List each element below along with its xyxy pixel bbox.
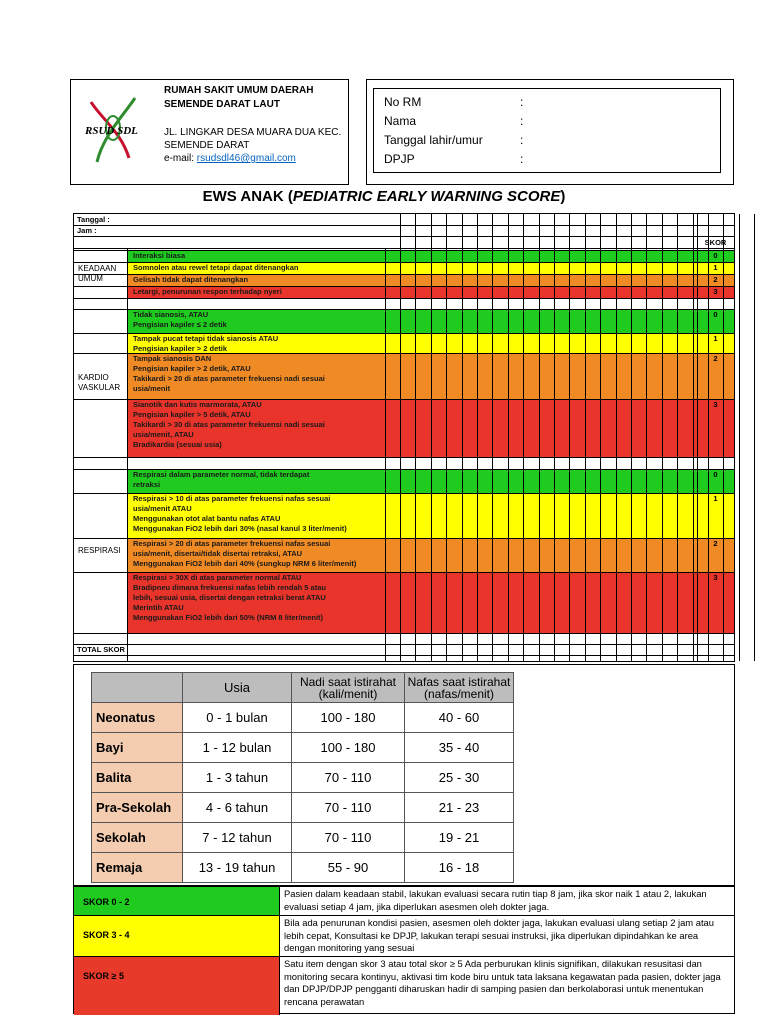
patient-identity-fields: [373, 88, 721, 173]
score-value: 1: [713, 263, 718, 272]
criteria-line: Pengisian kapiler > 5 detik, ATAU: [133, 410, 251, 419]
score-value: 2: [713, 539, 718, 548]
observation-column[interactable]: [569, 214, 570, 661]
observation-column[interactable]: [646, 214, 647, 661]
age-group: Remaja: [92, 853, 183, 883]
age-group: Pra-Sekolah: [92, 793, 183, 823]
observation-column[interactable]: [539, 214, 540, 661]
resp-range: 25 - 30: [405, 763, 514, 793]
score-value: 0: [713, 470, 718, 479]
criteria-line: usia/menit: [133, 384, 171, 393]
hospital-name: [164, 84, 344, 112]
criteria-text: Interaksi biasa: [133, 251, 186, 260]
observation-column[interactable]: [400, 214, 401, 661]
address-line1: JL. LINGKAR DESA MUARA DUA KEC.: [164, 127, 342, 138]
row-divider: [74, 399, 734, 400]
criteria-line: Pengisian kapiler > 2 detik: [133, 344, 227, 353]
criteria-line: usia/menit ATAU: [133, 504, 192, 513]
row-divider: [74, 298, 734, 299]
observation-column[interactable]: [754, 214, 755, 661]
resp-range: 35 - 40: [405, 733, 514, 763]
row-divider: [74, 333, 734, 334]
age-range: 4 - 6 tahun: [183, 793, 292, 823]
reference-header-cell: [92, 673, 183, 703]
criteria-line: Menggunakan otot alat bantu nafas ATAU: [133, 514, 281, 523]
column-divider: [385, 248, 386, 661]
criteria-line: usia/menit, ATAU: [133, 430, 194, 439]
vital-reference-section: [73, 664, 735, 886]
age-group: Neonatus: [92, 703, 183, 733]
observation-column[interactable]: [585, 214, 586, 661]
criteria-line: Pengisian kapiler > 2 detik, ATAU: [133, 364, 251, 373]
score-value: 1: [713, 494, 718, 503]
section-label: RESPIRASI: [78, 546, 121, 555]
age-range: 13 - 19 tahun: [183, 853, 292, 883]
age-range: 1 - 3 tahun: [183, 763, 292, 793]
reference-header-row: [92, 673, 514, 703]
patient-field-input[interactable]: :: [520, 114, 524, 128]
section-label: KEADAAN UMUM: [78, 264, 117, 283]
patient-field-input[interactable]: :: [520, 152, 524, 166]
row-divider: [74, 572, 734, 573]
criteria-line: Takikardi > 30 di atas parameter frekuensi nadi sesuai: [133, 420, 325, 429]
jam-label: Jam :: [77, 226, 97, 235]
total-score-label: TOTAL SKOR: [77, 645, 125, 654]
observation-column[interactable]: [723, 214, 724, 661]
observation-column[interactable]: [554, 214, 555, 661]
criteria-line: Respirasi dalam parameter normal, tidak terdapat: [133, 470, 310, 479]
pulse-range: 100 - 180: [292, 703, 405, 733]
patient-field-label: DPJP: [384, 152, 415, 166]
observation-column[interactable]: [631, 214, 632, 661]
reference-row: [92, 763, 514, 793]
hospital-name-line1: RUMAH SAKIT UMUM DAERAH: [164, 85, 314, 96]
resp-range: 19 - 21: [405, 823, 514, 853]
patient-field-label: Nama: [384, 114, 417, 128]
criteria-line: lebih, sesuai usia, disertai dengan retraksi berat ATAU: [133, 593, 326, 602]
reference-header-cell: Nafas saat istirahat (nafas/menit): [405, 673, 514, 703]
criteria-text: [133, 400, 383, 450]
observation-column[interactable]: [677, 214, 678, 661]
observation-column[interactable]: [431, 214, 432, 661]
criteria-text: [133, 573, 383, 623]
criteria-text: [133, 334, 383, 354]
legend-score-range: SKOR ≥ 5: [74, 957, 280, 1015]
title-suffix: ): [560, 188, 566, 205]
legend-description: Pasien dalam keadaan stabil, lakukan evaluasi secara rutin tiap 8 jam, jika skor naik 1 atau 2, lakukan evaluasi setiap 4 jam, jika diperlukan asesmen oleh dokter jaga.: [284, 888, 707, 912]
logo-text: RSUD SDL: [85, 125, 138, 137]
title-italic: PEDIATRIC EARLY WARNING SCORE: [292, 188, 561, 205]
observation-column[interactable]: [446, 214, 447, 661]
hospital-address: [164, 126, 346, 165]
row-divider: [74, 457, 734, 458]
pulse-range: 100 - 180: [292, 733, 405, 763]
row-divider: [74, 469, 734, 470]
hospital-header: [70, 79, 349, 185]
criteria-line: Menggunakan FiO2 lebih dari 50% (NRM 8 liter/menit): [133, 613, 324, 622]
score-value: 3: [713, 573, 718, 582]
criteria-text: [133, 539, 383, 569]
observation-column[interactable]: [739, 214, 740, 661]
observation-column[interactable]: [708, 214, 709, 661]
observation-column[interactable]: [508, 214, 509, 661]
criteria-line: Bradipneu dimana frekuensi nafas lebih rendah 5 atau: [133, 583, 326, 592]
row-divider: [74, 274, 734, 275]
criteria-line: retraksi: [133, 480, 161, 489]
observation-column[interactable]: [477, 214, 478, 661]
legend-description: Satu item dengan skor 3 atau total skor ≥ 5 Ada perburukan klinis signifikan, dilakukan resusitasi dan monitoring secara kontinyu, aktivasi tim kode biru untuk tata laksana kegawatan pada pasien, dokter jaga dan DPJP/DPJP pengganti diharuskan hadir di samping pasien dan berkolaborasi untuk menentukan rencana perawatan: [284, 958, 721, 1007]
hospital-name-line2: SEMENDE DARAT LAUT: [164, 99, 280, 110]
reference-header-cell: Nadi saat istirahat (kali/menit): [292, 673, 405, 703]
pulse-range: 70 - 110: [292, 793, 405, 823]
pulse-range: 70 - 110: [292, 763, 405, 793]
row-divider: [74, 538, 734, 539]
criteria-text: [133, 310, 383, 330]
row-divider: [74, 353, 734, 354]
criteria-line: Respirasi > 20 di atas parameter frekuensi nafas sesuai: [133, 539, 331, 548]
score-value: 2: [713, 354, 718, 363]
age-range: 1 - 12 bulan: [183, 733, 292, 763]
resp-range: 40 - 60: [405, 703, 514, 733]
email-link[interactable]: rsudsdl46@gmail.com: [196, 153, 296, 164]
observation-column[interactable]: [662, 214, 663, 661]
criteria-line: Menggunakan FiO2 lebih dari 30% (nasal kanul 3 liter/menit): [133, 524, 347, 533]
pulse-range: 55 - 90: [292, 853, 405, 883]
observation-column[interactable]: [616, 214, 617, 661]
patient-field-input[interactable]: :: [520, 95, 524, 109]
email-line: [164, 152, 346, 165]
criteria-line: Merintih ATAU: [133, 603, 184, 612]
row-divider: [74, 655, 734, 656]
legend-row: [74, 887, 734, 916]
reference-header-cell: Usia: [183, 673, 292, 703]
score-value: 3: [713, 287, 718, 296]
legend-row: [74, 916, 734, 957]
row-divider: [74, 250, 734, 251]
row-divider: [74, 633, 734, 634]
tanggal-label: Tanggal :: [77, 215, 110, 224]
criteria-text: [133, 470, 383, 490]
row-divider: [74, 262, 734, 263]
section-label: KARDIO VASKULAR: [78, 373, 121, 392]
age-group: Balita: [92, 763, 183, 793]
criteria-line: Menggunakan FiO2 lebih dari 40% (sungkup NRM 6 liter/menit): [133, 559, 357, 568]
criteria-line: Pengisian kapiler ≤ 2 detik: [133, 320, 227, 329]
score-value: 0: [713, 251, 718, 260]
hospital-logo: [83, 88, 145, 172]
address-line2: SEMENDE DARAT: [164, 140, 250, 151]
patient-identity-box: [366, 79, 734, 185]
age-range: 7 - 12 tahun: [183, 823, 292, 853]
criteria-line: Respirasi > 10 di atas parameter frekuensi nafas sesuai: [133, 494, 331, 503]
score-value: 2: [713, 275, 718, 284]
patient-field-label: No RM: [384, 95, 422, 109]
resp-range: 21 - 23: [405, 793, 514, 823]
score-legend: [73, 886, 735, 1014]
title-prefix: EWS ANAK (: [202, 188, 293, 205]
criteria-line: Tampak sianosis DAN: [133, 354, 212, 363]
row-divider: [74, 236, 734, 237]
criteria-line: usia/menit, disertai/tidak disertai retraksi, ATAU: [133, 549, 303, 558]
legend-score-range: SKOR 0 - 2: [74, 887, 280, 915]
row-divider: [74, 644, 734, 645]
criteria-text: Gelisah tidak dapat ditenangkan: [133, 275, 249, 284]
criteria-text: Somnolen atau rewel tetapi dapat ditenangkan: [133, 263, 299, 272]
column-divider: [697, 214, 698, 661]
observation-column[interactable]: [492, 214, 493, 661]
column-divider: [127, 248, 128, 661]
age-group: Sekolah: [92, 823, 183, 853]
row-divider: [74, 309, 734, 310]
vital-reference-table: [91, 672, 514, 883]
reference-row: [92, 823, 514, 853]
skor-header: SKOR: [704, 238, 727, 247]
patient-field-input[interactable]: :: [520, 133, 524, 147]
observation-column[interactable]: [415, 214, 416, 661]
pulse-range: 70 - 110: [292, 823, 405, 853]
row-divider: [74, 225, 734, 226]
age-group: Bayi: [92, 733, 183, 763]
row-divider: [74, 248, 734, 249]
criteria-line: Bradikardia (sesuai usia): [133, 440, 222, 449]
legend-row: [74, 957, 734, 1015]
email-label: e-mail:: [164, 153, 197, 164]
observation-column[interactable]: [462, 214, 463, 661]
row-divider: [74, 493, 734, 494]
criteria-line: Takikardi > 20 di atas parameter frekuensi nadi sesuai: [133, 374, 325, 383]
page-title: [0, 188, 768, 205]
age-range: 0 - 1 bulan: [183, 703, 292, 733]
legend-score-range: SKOR 3 - 4: [74, 916, 280, 956]
criteria-line: Tidak sianosis, ATAU: [133, 310, 209, 319]
observation-column[interactable]: [600, 214, 601, 661]
criteria-line: Sianotik dan kutis marmorata, ATAU: [133, 400, 262, 409]
row-divider: [74, 286, 734, 287]
observation-column[interactable]: [523, 214, 524, 661]
criteria-line: Tampak pucat tetapi tidak sianosis ATAU: [133, 334, 279, 343]
resp-range: 16 - 18: [405, 853, 514, 883]
reference-row: [92, 793, 514, 823]
score-value: 0: [713, 310, 718, 319]
reference-row: [92, 703, 514, 733]
ews-observation-grid: [73, 213, 735, 662]
legend-description: Bila ada penurunan kondisi pasien, asesmen oleh dokter jaga, lakukan evaluasi ulang setiap 2 jam atau lebih cepat, Konsultasi ke DPJP, lakukan terapi sesuai instruksi, jika diperlukan dipindahkan ke area dengan monitoring yang sesuai: [284, 917, 714, 953]
observation-column[interactable]: [693, 214, 694, 661]
criteria-text: Letargi, penurunan respon terhadap nyeri: [133, 287, 282, 296]
reference-row: [92, 733, 514, 763]
reference-row: [92, 853, 514, 883]
score-value: 3: [713, 400, 718, 409]
criteria-line: Respirasi > 30X di atas parameter normal ATAU: [133, 573, 302, 582]
score-value: 1: [713, 334, 718, 343]
criteria-text: [133, 494, 383, 534]
criteria-text: [133, 354, 383, 394]
patient-field-label: Tanggal lahir/umur: [384, 133, 483, 147]
